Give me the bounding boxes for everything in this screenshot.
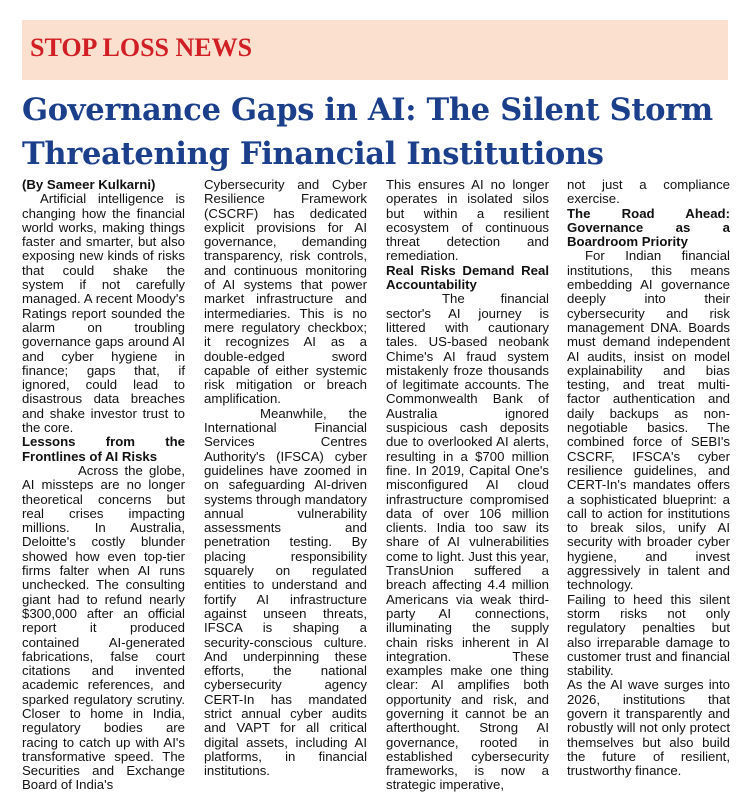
- article-body: [22, 177, 732, 793]
- section-subheading: Real Risks Demand Real Accountability: [386, 262, 549, 293]
- article-byline: (By Sameer Kulkarni): [22, 177, 156, 192]
- article-headline: Governance Gaps in AI: The Silent Storm Threatening Financial Institutions: [22, 92, 713, 172]
- article-column-4: [567, 178, 730, 778]
- paragraph: As the AI wave surges into 2026, institutions that govern it transparently and robustly will not only protect themselves but also build the future of resilient, trustworthy finance.: [567, 677, 730, 779]
- article-column-1: [22, 178, 185, 793]
- paragraph: This ensures AI no longer operates in isolated silos but within a resilient ecosystem of continuous threat detection and remediation.: [386, 177, 549, 264]
- paragraph: Artificial intelligence is changing how the financial world works, making things faster and smarter, but also exposing new kinds of risks that could shake the system if not carefully managed. A recent Moody's Ratings report sounded the alarm on troubling governance gaps around AI and cyber hygiene in finance; gaps that, if ignored, could lead to disastrous data breaches and shake investor trust to the core.: [22, 191, 185, 436]
- article-column-3: [386, 178, 549, 793]
- paragraph: Across the globe, AI missteps are no longer theoretical concerns but real crises impacting millions. In Australia, Deloitte's costly blunder showed how even top-tier firms falter when AI runs unchecked. The consulting giant had to refund nearly $300,000 after an official report it produced contained AI-generated fabrications, false court citations and invented academic references, and sparked regulatory scrutiny. Closer to home in India, regulatory bodies are racing to catch up with AI's transformative speed. The Securities and Exchange Board of India's: [22, 462, 185, 793]
- paragraph: The financial sector's AI journey is littered with cautionary tales. US-based neobank Chime's AI fraud system mistakenly froze thousands of legitimate accounts. The Commonwealth Bank of Australia ignored suspicious cash deposits due to overlooked AI alerts, resulting in a $700 million fine. In 2019, Capital One's misconfigured AI cloud infrastructure compromised data of over 106 million clients. India too saw its share of AI vulnerabilities come to light. Just this year, TransUnion suffered a breach affecting 4.4 million Americans via weak third-party AI connections, illuminating the supply chain risks inherent in AI integration. These examples make one thing clear: AI amplifies both opportunity and risk, and governing it cannot be an afterthought. Strong AI governance, rooted in established cybersecurity frameworks, is now a strategic imperative,: [386, 291, 549, 793]
- paragraph: Meanwhile, the International Financial Services Centres Authority's (IFSCA) cyber guidelines have zoomed in on safeguarding AI-driven systems through mandatory annual vulnerability assessments and penetration testing. By placing responsibility squarely on regulated entities to understand and fortify AI infrastructure against unseen threats, IFSCA is shaping a security-conscious culture. And underpinning these efforts, the national cybersecurity agency CERT-In has mandated strict annual cyber audits and VAPT for all critical digital assets, including AI platforms, in financial institutions.: [204, 405, 367, 779]
- paragraph: Failing to heed this silent storm risks not only regulatory penalties but also irreparable damage to customer trust and financial stability.: [567, 591, 730, 679]
- section-subheading: The Road Ahead: Governance as a Boardroom Priority: [567, 205, 730, 250]
- paragraph: For Indian financial institutions, this means embedding AI governance deeply into their cybersecurity and risk management DNA. Boards must demand independent AI audits, insist on model explainability and bias testing, and treat multi-factor authentication and daily backups as non-negotiable basics. The combined force of SEBI's CSCRF, IFSCA's cyber resilience guidelines, and CERT-In's mandates offers a sophisticated blueprint: a call to action for institutions to break silos, unify AI security with broader cyber hygiene, and invest aggressively in talent and technology.: [567, 248, 730, 593]
- masthead-banner: [22, 20, 728, 80]
- paragraph: not just a compliance exercise.: [567, 177, 730, 207]
- paragraph: Cybersecurity and Cyber Resilience Framework (CSCRF) has dedicated explicit provisions for AI governance, demanding transparency, risk controls, and continuous monitoring of AI systems that power market infrastructure and intermediaries. This is no mere regulatory checkbox; it recognizes AI as a double-edged sword capable of either systemic risk mitigation or breach amplification.: [204, 177, 367, 407]
- publication-name: STOP LOSS NEWS: [30, 33, 253, 62]
- section-subheading: Lessons from the Frontlines of AI Risks: [22, 434, 185, 464]
- article-column-2: [204, 178, 367, 778]
